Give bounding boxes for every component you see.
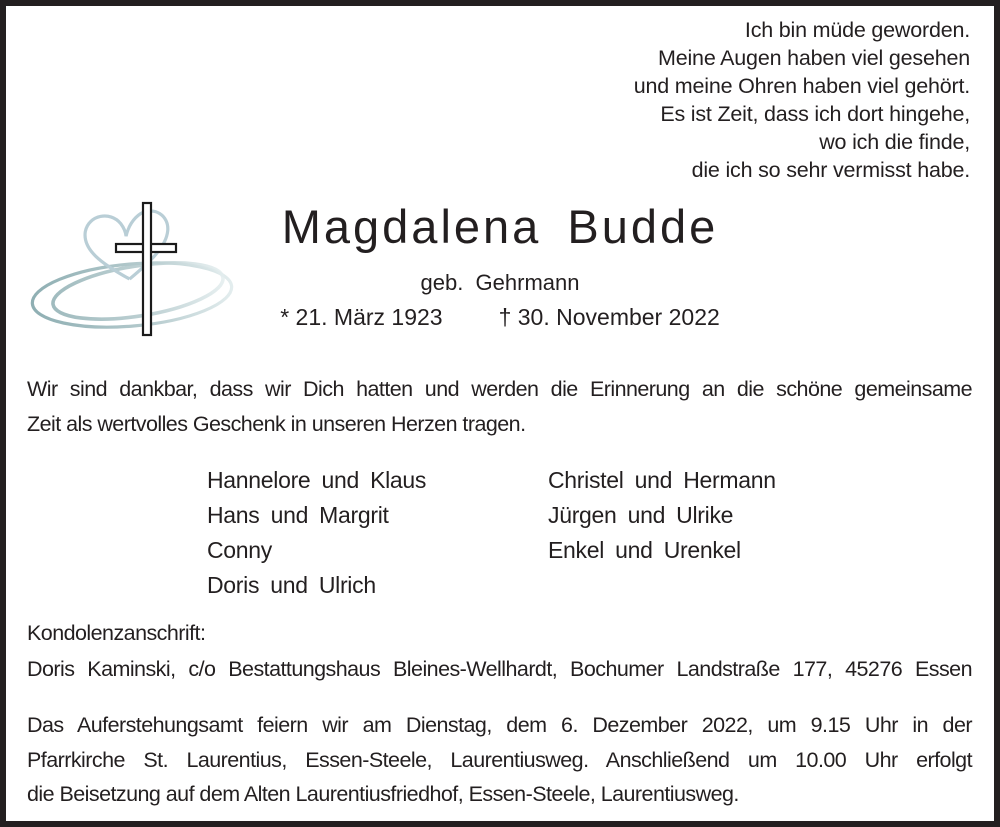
condolence-address: Doris Kaminski, c/o Bestattungshaus Bleines-Wellhardt, Bochumer Landstraße 177, 45276 Essen xyxy=(27,657,972,681)
mourner-name: Conny xyxy=(207,537,272,563)
mourner-name: Hans und Margrit xyxy=(207,502,389,528)
mourner-name: Doris und Ulrich xyxy=(207,572,376,598)
mourner-name: Hannelore und Klaus xyxy=(207,467,427,493)
gratitude-paragraph xyxy=(27,372,972,442)
poem-line: Ich bin müde geworden. xyxy=(744,18,970,42)
poem-line: die ich so sehr vermisst habe. xyxy=(691,158,970,182)
announcement-line: Pfarrkirche St. Laurentius, Essen-Steele, Laurentiusweg. Anschließend um 10.00 Uhr erfolgt xyxy=(27,747,972,772)
mourner-name: Jürgen und Ulrike xyxy=(548,502,734,528)
life-dates xyxy=(6,304,994,330)
gratitude-line: Zeit als wertvolles Geschenk in unseren Herzen tragen. xyxy=(27,412,526,436)
gratitude-line: Wir sind dankbar, dass wir Dich hatten und werden die Erinnerung an die schöne gemeinsame xyxy=(27,377,972,401)
condolence-section xyxy=(27,615,972,687)
deceased-header xyxy=(6,202,994,330)
mourner-name: Enkel und Urenkel xyxy=(548,537,741,563)
mourners-column-left xyxy=(207,463,548,603)
birth-date: * 21. März 1923 xyxy=(280,304,443,330)
announcement-line: die Beisetzung auf dem Alten Laurentiusfriedhof, Essen-Steele, Laurentiusweg. xyxy=(27,782,739,806)
maiden-name: geb. Gehrmann xyxy=(420,270,580,295)
opening-poem xyxy=(634,16,970,184)
deceased-name: Magdalena Budde xyxy=(281,200,719,253)
announcement-line: Das Auferstehungsamt feiern wir am Dienstag, dem 6. Dezember 2022, um 9.15 Uhr in der xyxy=(27,713,972,737)
poem-line: Meine Augen haben viel gesehen xyxy=(658,46,970,70)
condolence-label: Kondolenzanschrift: xyxy=(27,621,206,645)
mourner-name: Christel und Hermann xyxy=(548,467,776,493)
poem-line: wo ich die finde, xyxy=(819,130,970,154)
poem-line: und meine Ohren haben viel gehört. xyxy=(633,74,970,98)
mourners-column-right xyxy=(548,463,972,603)
poem-line: Es ist Zeit, dass ich dort hingehe, xyxy=(660,102,970,126)
mourners-list xyxy=(207,463,972,603)
death-date: † 30. November 2022 xyxy=(498,304,720,330)
funeral-announcement xyxy=(27,708,972,812)
